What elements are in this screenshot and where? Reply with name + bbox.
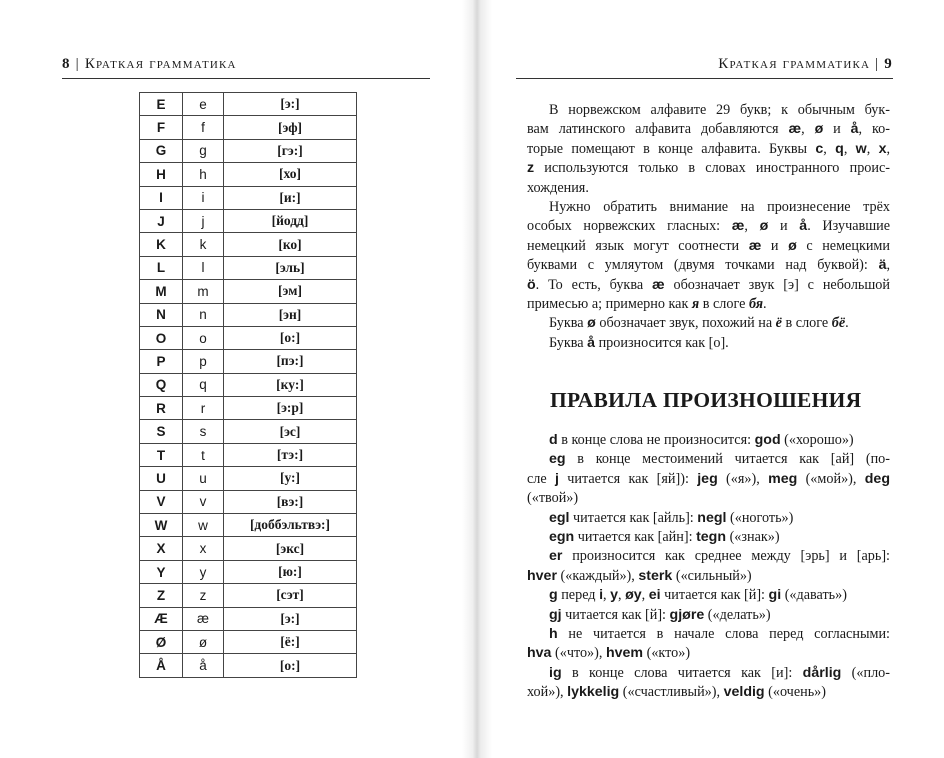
pronunciation-cell: [э:р]: [224, 397, 357, 420]
norwegian-term: å: [799, 218, 808, 235]
text-line: [527, 431, 890, 450]
text-segment: («очень»): [764, 684, 826, 701]
text-line: [527, 256, 890, 275]
lowercase-cell: j: [183, 209, 224, 232]
text-segment: , ко-: [858, 121, 890, 138]
norwegian-term: w: [855, 140, 867, 157]
norwegian-term: gj: [549, 606, 562, 623]
norwegian-term: gi: [768, 587, 782, 604]
running-title: Краткая грамматика: [84, 56, 237, 72]
lowercase-cell: y: [183, 560, 224, 583]
pronunciation-cell: [о:]: [224, 326, 357, 349]
table-row: [140, 443, 357, 466]
text-line: [527, 159, 890, 178]
lowercase-cell: g: [183, 139, 224, 162]
text-line: [527, 120, 890, 139]
norwegian-term: q: [835, 140, 844, 157]
lowercase-cell: f: [183, 116, 224, 139]
uppercase-cell: Q: [140, 373, 183, 396]
text-segment: перед: [557, 587, 600, 604]
header-separator: |: [875, 56, 880, 72]
text-segment: в конце слова читается как [и]:: [561, 664, 803, 681]
text-segment: в слоге: [699, 295, 749, 312]
pronunciation-cell: [ко]: [224, 233, 357, 256]
text-segment: В норвежском алфавите 29 букв; к обычным бук-: [549, 102, 890, 118]
lowercase-cell: h: [183, 163, 224, 186]
norwegian-term: x: [878, 140, 887, 157]
text-line: [527, 644, 890, 663]
table-row: [140, 560, 357, 583]
norwegian-term: er: [549, 548, 563, 565]
text-line: [527, 489, 890, 508]
table-row: [140, 116, 357, 139]
page-number: 8: [62, 56, 71, 72]
uppercase-cell: T: [140, 443, 183, 466]
norwegian-term: ø: [587, 315, 596, 332]
text-segment: произносится как среднее между [эрь] и [арь]:: [562, 548, 890, 565]
text-segment: сле: [527, 470, 555, 487]
text-line: [527, 528, 890, 547]
lowercase-cell: p: [183, 350, 224, 373]
rules-text: [527, 431, 890, 702]
lowercase-cell: r: [183, 397, 224, 420]
header-rule: [62, 78, 430, 79]
norwegian-term: ø: [759, 218, 769, 235]
text-line: [527, 567, 890, 586]
table-row: [140, 607, 357, 630]
norwegian-term: egn: [549, 528, 575, 545]
pronunciation-cell: [доббэльтвэ:]: [224, 514, 357, 537]
norwegian-term: y: [610, 587, 619, 604]
table-row: [140, 397, 357, 420]
uppercase-cell: M: [140, 280, 183, 303]
table-row: [140, 350, 357, 373]
norwegian-term: hvem: [605, 645, 644, 662]
table-row: [140, 280, 357, 303]
text-segment: ,: [886, 140, 891, 157]
uppercase-cell: R: [140, 397, 183, 420]
text-segment: читается как [й]:: [561, 606, 670, 623]
text-segment: обозначает звук, похожий на: [595, 315, 776, 332]
pronunciation-cell: [ю:]: [224, 560, 357, 583]
text-segment: («пло-: [841, 664, 890, 681]
pronunciation-cell: [ку:]: [224, 373, 357, 396]
lowercase-cell: u: [183, 467, 224, 490]
table-row: [140, 420, 357, 443]
text-line: [527, 334, 890, 353]
alphabet-table: [139, 92, 357, 678]
text-segment: читается как [яй]):: [558, 470, 698, 487]
norwegian-term: dårlig: [802, 664, 842, 681]
pronunciation-cell: [эль]: [224, 256, 357, 279]
emphasis-text: я: [691, 295, 700, 312]
table-row: [140, 209, 357, 232]
text-segment: ,: [603, 587, 611, 604]
norwegian-term: ö: [527, 276, 536, 293]
text-segment: и: [768, 218, 800, 235]
pronunciation-cell: [э:]: [224, 93, 357, 116]
uppercase-cell: K: [140, 233, 183, 256]
lowercase-cell: k: [183, 233, 224, 256]
norwegian-term: egl: [549, 509, 570, 526]
header-rule: [516, 78, 893, 79]
pronunciation-cell: [йодд]: [224, 209, 357, 232]
text-line: [527, 664, 890, 683]
norwegian-term: g: [549, 587, 558, 604]
emphasis-text: бё: [831, 315, 846, 332]
text-segment: («я»),: [717, 470, 769, 487]
text-segment: .: [845, 315, 849, 332]
table-row: [140, 139, 357, 162]
text-segment: с немецкими: [796, 237, 891, 254]
table-row: [140, 163, 357, 186]
text-line: [527, 140, 890, 159]
uppercase-cell: O: [140, 326, 183, 349]
uppercase-cell: N: [140, 303, 183, 326]
table-row: [140, 537, 357, 560]
uppercase-cell: S: [140, 420, 183, 443]
text-segment: в слоге: [781, 315, 832, 332]
uppercase-cell: I: [140, 186, 183, 209]
pronunciation-cell: [э:]: [224, 607, 357, 630]
intro-text: [527, 101, 890, 353]
text-segment: ,: [866, 140, 879, 157]
norwegian-term: tegn: [696, 528, 727, 545]
uppercase-cell: G: [140, 139, 183, 162]
norwegian-term: æ: [748, 237, 762, 254]
text-segment: и: [761, 237, 789, 254]
lowercase-cell: v: [183, 490, 224, 513]
text-segment: вам латинского алфавита добавляются: [527, 121, 789, 138]
text-segment: («хорошо»): [780, 432, 854, 448]
norwegian-term: ä: [878, 257, 887, 274]
norwegian-term: øy: [625, 587, 642, 604]
pronunciation-cell: [ё:]: [224, 630, 357, 653]
text-segment: используются только в словах иностранного проис-: [534, 160, 890, 177]
norwegian-term: ig: [549, 664, 562, 681]
lowercase-cell: n: [183, 303, 224, 326]
norwegian-term: hver: [527, 567, 557, 584]
lowercase-cell: q: [183, 373, 224, 396]
text-segment: Буква: [549, 334, 588, 351]
norwegian-term: ei: [648, 587, 661, 604]
pronunciation-cell: [у:]: [224, 467, 357, 490]
text-segment: немецкий язык могут соотнести: [527, 237, 749, 254]
norwegian-term: æ: [788, 121, 802, 138]
lowercase-cell: o: [183, 326, 224, 349]
text-segment: («знак»): [726, 528, 780, 545]
lowercase-cell: m: [183, 280, 224, 303]
text-line: [527, 683, 890, 702]
table-row: [140, 256, 357, 279]
text-segment: торые помещают в конце алфавита. Буквы: [527, 140, 816, 157]
pronunciation-cell: [гэ:]: [224, 139, 357, 162]
lowercase-cell: z: [183, 584, 224, 607]
text-segment: ,: [886, 257, 890, 274]
text-segment: и: [823, 121, 851, 138]
lowercase-cell: l: [183, 256, 224, 279]
norwegian-term: ø: [814, 121, 824, 138]
text-segment: особых норвежских гласных:: [527, 218, 732, 235]
emphasis-text: ё: [775, 315, 782, 332]
text-line: [527, 450, 890, 469]
text-segment: .: [763, 295, 767, 312]
norwegian-term: veldig: [723, 684, 765, 701]
lowercase-cell: s: [183, 420, 224, 443]
text-segment: («мой»),: [797, 470, 865, 487]
text-segment: . Изучавшие: [807, 218, 891, 235]
norwegian-term: god: [754, 432, 781, 448]
norwegian-term: d: [549, 432, 558, 448]
text-line: [527, 101, 890, 120]
text-segment: («ноготь»): [726, 509, 794, 526]
right-page: [474, 0, 944, 758]
table-row: [140, 93, 357, 116]
text-line: [527, 179, 890, 198]
pronunciation-cell: [эм]: [224, 280, 357, 303]
norwegian-term: c: [815, 140, 824, 157]
running-header: [62, 56, 237, 73]
lowercase-cell: x: [183, 537, 224, 560]
uppercase-cell: E: [140, 93, 183, 116]
pronunciation-cell: [эн]: [224, 303, 357, 326]
uppercase-cell: Y: [140, 560, 183, 583]
text-line: [527, 586, 890, 605]
emphasis-text: бя: [748, 295, 764, 312]
text-segment: Нужно обратить внимание на произнесение трёх: [549, 198, 890, 215]
uppercase-cell: Æ: [140, 607, 183, 630]
text-segment: («твой»): [527, 490, 579, 507]
text-segment: («что»),: [551, 645, 606, 662]
pronunciation-cell: [и:]: [224, 186, 357, 209]
text-segment: буквами с умляутом (двумя точками над буквой):: [527, 257, 879, 274]
lowercase-cell: ø: [183, 630, 224, 653]
norwegian-term: hva: [527, 645, 552, 662]
table-row: [140, 373, 357, 396]
text-line: [527, 276, 890, 295]
uppercase-cell: W: [140, 514, 183, 537]
table-row: [140, 303, 357, 326]
norwegian-term: ø: [788, 237, 797, 254]
table-row: [140, 514, 357, 537]
header-separator: |: [75, 56, 80, 72]
running-header: [718, 56, 893, 73]
text-line: [527, 547, 890, 566]
lowercase-cell: æ: [183, 607, 224, 630]
text-segment: хой»),: [527, 684, 568, 701]
pronunciation-cell: [хо]: [224, 163, 357, 186]
table-row: [140, 490, 357, 513]
text-segment: читается как [айль]:: [569, 509, 698, 526]
text-segment: в конце местоимений читается как [ай] (по-: [565, 451, 890, 468]
running-title: Краткая грамматика: [718, 56, 871, 72]
pronunciation-cell: [тэ:]: [224, 443, 357, 466]
uppercase-cell: J: [140, 209, 183, 232]
norwegian-term: meg: [768, 470, 798, 487]
text-segment: в конце слова не произносится:: [557, 432, 755, 448]
text-segment: читается как [й]:: [660, 587, 769, 604]
uppercase-cell: Ø: [140, 630, 183, 653]
uppercase-cell: U: [140, 467, 183, 490]
lowercase-cell: e: [183, 93, 224, 116]
uppercase-cell: L: [140, 256, 183, 279]
norwegian-term: negl: [697, 509, 727, 526]
text-line: [527, 295, 890, 314]
norwegian-term: sterk: [638, 567, 673, 584]
table-row: [140, 467, 357, 490]
text-segment: («кто»): [643, 645, 691, 662]
pronunciation-cell: [сэт]: [224, 584, 357, 607]
norwegian-term: deg: [864, 470, 890, 487]
lowercase-cell: å: [183, 654, 224, 677]
norwegian-term: i: [599, 587, 604, 604]
text-segment: ,: [801, 121, 815, 138]
uppercase-cell: X: [140, 537, 183, 560]
text-segment: ,: [843, 140, 856, 157]
text-segment: («счастливый»),: [619, 684, 724, 701]
text-line: [527, 625, 890, 644]
page-number: 9: [884, 56, 893, 72]
uppercase-cell: P: [140, 350, 183, 373]
table-row: [140, 186, 357, 209]
text-segment: . То есть, буква: [535, 276, 652, 293]
text-segment: ,: [618, 587, 626, 604]
norwegian-term: æ: [731, 218, 745, 235]
text-segment: («делать»): [704, 606, 771, 623]
norwegian-term: gjøre: [669, 606, 705, 623]
pronunciation-cell: [о:]: [224, 654, 357, 677]
pronunciation-cell: [эс]: [224, 420, 357, 443]
norwegian-term: æ: [652, 276, 665, 293]
norwegian-term: eg: [549, 451, 566, 468]
book-gutter: [462, 0, 492, 758]
text-segment: ,: [641, 587, 649, 604]
norwegian-term: lykkelig: [567, 684, 620, 701]
pronunciation-cell: [пэ:]: [224, 350, 357, 373]
text-line: [527, 198, 890, 217]
norwegian-term: z: [527, 160, 535, 177]
text-segment: читается как [айн]:: [574, 528, 697, 545]
text-line: [527, 217, 890, 236]
pronunciation-cell: [эф]: [224, 116, 357, 139]
norwegian-term: j: [555, 470, 559, 487]
lowercase-cell: t: [183, 443, 224, 466]
text-segment: примесью а; примерно как: [527, 295, 692, 312]
section-heading: ПРАВИЛА ПРОИЗНОШЕНИЯ: [550, 388, 862, 412]
norwegian-term: h: [549, 625, 558, 642]
table-row: [140, 630, 357, 653]
table-row: [140, 654, 357, 677]
uppercase-cell: Å: [140, 654, 183, 677]
text-line: [527, 314, 890, 333]
text-segment: Буква: [549, 315, 588, 332]
text-line: [527, 509, 890, 528]
table-row: [140, 233, 357, 256]
text-segment: («давать»): [781, 587, 847, 604]
text-segment: произносится как [о].: [595, 334, 729, 351]
uppercase-cell: H: [140, 163, 183, 186]
text-segment: ,: [823, 140, 836, 157]
text-segment: («сильный»): [672, 567, 752, 584]
norwegian-term: jeg: [697, 470, 718, 487]
text-line: [527, 237, 890, 256]
norwegian-term: å: [587, 334, 596, 351]
lowercase-cell: i: [183, 186, 224, 209]
uppercase-cell: V: [140, 490, 183, 513]
uppercase-cell: F: [140, 116, 183, 139]
text-line: [527, 606, 890, 625]
pronunciation-cell: [экс]: [224, 537, 357, 560]
lowercase-cell: w: [183, 514, 224, 537]
text-line: [527, 470, 890, 489]
norwegian-term: å: [850, 121, 859, 138]
table-row: [140, 584, 357, 607]
pronunciation-cell: [вэ:]: [224, 490, 357, 513]
text-segment: («каждый»),: [556, 567, 639, 584]
text-segment: хождения.: [527, 179, 589, 196]
text-segment: не читается в начале слова перед согласными:: [557, 625, 890, 642]
text-segment: ,: [744, 218, 760, 235]
text-segment: обозначает звук [э] с небольшой: [664, 276, 890, 293]
table-row: [140, 326, 357, 349]
uppercase-cell: Z: [140, 584, 183, 607]
